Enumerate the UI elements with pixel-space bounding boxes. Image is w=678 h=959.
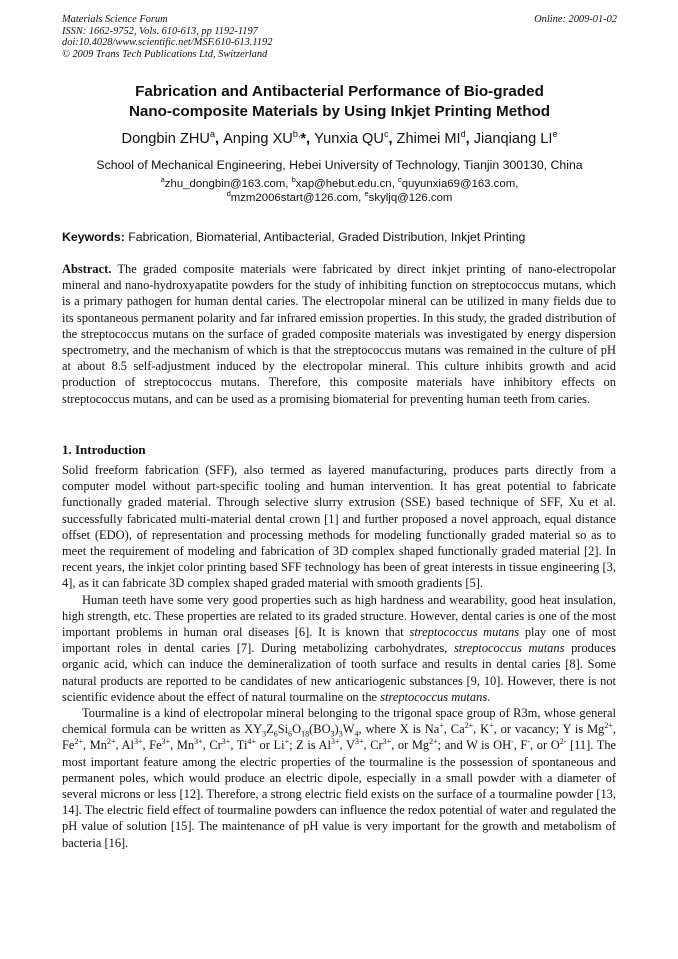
author-sup: a <box>209 129 215 140</box>
text-run: , Mn <box>170 738 195 753</box>
text-run: Tourmaline is a kind of electropolar mineral belonging to the trigonal space group of R3m, whose general chemical formula can be written as XY <box>62 706 616 737</box>
superscript: + <box>489 721 494 731</box>
doi-line: doi:10.4028/www.scientific.net/MSF.610-613.1192 <box>62 37 273 49</box>
superscript: - <box>527 737 531 747</box>
journal-header <box>62 14 617 60</box>
email-sup: e <box>364 189 369 199</box>
author-sup: b, <box>292 129 301 140</box>
keywords-text: Fabrication, Biomaterial, Antibacterial, Graded Distribution, Inkjet Printing <box>124 230 526 244</box>
species-name: streptococcus mutans <box>453 641 565 656</box>
paragraph-1: Solid freeform fabrication (SFF), also termed as layered manufacturing, produces parts directly from a computer model without part-specific tooling and human intervention. It has great potential to fabricate functionally graded material. Through selective slurry extrusion (SSE) based technique of SFF, Xu et al. successfully fabricated multi-material dental crown [1] and further proposed a novel approach, equal distance offset (EDO), of representation and processing methods for modeling functionally graded material so as to meet the requirement of modeling and fabrication of 3D complex shaped functionally graded material [2]. In recent years, the inkjet color printing based SFF technology has been of great interests in tissue engineering [3, 4], as it can fabricate 3D complex shaped graded material with smooth gradients [5]. <box>62 463 616 591</box>
subscript: 4 <box>354 729 359 739</box>
text-run: , Cr <box>363 738 383 753</box>
paragraph-3 <box>62 705 616 851</box>
section-heading: 1. Introduction <box>62 442 146 457</box>
text-run: , or Mg <box>391 738 430 753</box>
superscript: + <box>439 721 444 731</box>
affiliation: School of Mechanical Engineering, Hebei University of Technology, Tianjin 300130, China <box>96 158 583 172</box>
author-name: Yunxia QU <box>314 131 384 147</box>
abstract-text: The graded composite materials were fabricated by direct inkjet printing of nano-electropolar mineral and nano-hydroxyapatite powders for the study of inhibiting function on streptococcus mutans, which is a primary pathogen for human dental caries. The electropolar mineral can be utilized in many fields due to its spontaneous permanent polarity and far infrared emission properties. In this study, the graded distribution of the streptococcus mutans on the surface of graded composite materials was investigated by energy dispersion spectrometry, and the mechanism of which is that the streptococcus mutans was remained in the culture of pH at about 8.5 self-adjustment induced by the electropolar mineral. This culture inhibits growth and acid production of streptococcus mutans. Therefore, this composite materials have inhibitory effects on streptococcus mutans, and can be used as a promising biomaterial for preventing human teeth from caries. <box>62 262 616 406</box>
abstract <box>62 261 616 407</box>
text-run: , or O <box>530 738 560 753</box>
author-sep: , <box>465 131 474 147</box>
subscript: 6 <box>288 729 293 739</box>
text-run: ; and W is OH <box>437 738 512 753</box>
subscript: 3 <box>262 729 267 739</box>
title-line-1: Fabrication and Antibacterial Performance of Bio-graded <box>135 83 544 100</box>
superscript: 2+ <box>604 721 613 731</box>
text-run: , V <box>339 738 355 753</box>
author-sep: *, <box>300 131 315 147</box>
author-sep: , <box>388 131 397 147</box>
superscript: + <box>284 737 290 747</box>
species-name: streptococcus mutans <box>380 689 488 704</box>
text-run: , where X is Na <box>358 722 440 737</box>
superscript: 3+ <box>133 737 143 747</box>
email-sup: d <box>226 189 231 199</box>
text-run: , Cr <box>202 738 222 753</box>
superscript: - <box>511 737 514 747</box>
text-run: (BO <box>309 722 331 737</box>
email-address[interactable]: mzm2006start@126.com, <box>230 192 365 204</box>
text-run: O <box>292 722 302 737</box>
email-address[interactable]: skyljq@126.com <box>368 192 453 204</box>
text-run: , Fe <box>142 738 162 753</box>
superscript: 3+ <box>355 737 364 747</box>
text-run: , K <box>473 722 490 737</box>
author-list <box>62 130 617 148</box>
superscript: 3+ <box>221 737 231 747</box>
author-sep: , <box>214 131 224 147</box>
superscript: 2+ <box>106 737 116 747</box>
text-run: , Ti <box>230 738 248 753</box>
subscript: 18 <box>301 729 310 739</box>
author-name: Dongbin ZHU <box>121 131 210 147</box>
superscript: 4+ <box>247 737 256 747</box>
issn-line: ISSN: 1662-9752, Vols. 610-613, pp 1192-1197 <box>62 25 258 37</box>
author-sup: c <box>383 129 389 140</box>
author-sup: d <box>460 129 466 140</box>
text-run: Human teeth have some very good properties such as high hardness and wearability, good heat insulation, high strength, etc. These properties are related to its graded structure. However, dental caries is one of the most important problems in human oral diseases [6]. It is known that <box>62 592 616 640</box>
text-run: , F <box>513 738 528 753</box>
superscript: 2+ <box>74 737 83 747</box>
email-sup: b <box>291 175 296 185</box>
superscript: 2+ <box>429 737 438 747</box>
author-name: Zhimei MI <box>396 131 461 147</box>
subscript: 3 <box>338 729 343 739</box>
text-run: or Li <box>255 738 285 753</box>
email-sup: c <box>397 175 402 185</box>
superscript: 2- <box>559 737 567 747</box>
email-address[interactable]: xap@hebut.edu.cn, <box>295 178 398 190</box>
paragraph-2 <box>62 592 616 705</box>
email-sup: a <box>160 175 165 185</box>
introduction-body <box>62 462 616 851</box>
superscript: 3+ <box>161 737 171 747</box>
superscript: 2+ <box>464 721 474 731</box>
text-run: Si <box>277 722 289 737</box>
abstract-label: Abstract. <box>62 262 112 276</box>
journal-name: Materials Science Forum <box>62 14 168 25</box>
email-line-1 <box>62 177 617 191</box>
author-sup: e <box>552 129 558 140</box>
superscript: 3+ <box>382 737 392 747</box>
online-date: Online: 2009-01-02 <box>534 14 617 25</box>
text-run: ; Z is Al <box>289 738 331 753</box>
keywords <box>62 230 622 245</box>
email-line-2 <box>62 191 617 205</box>
subscript: 3 <box>330 729 335 739</box>
author-name: Jianqiang LI <box>473 131 553 147</box>
email-address[interactable]: zhu_dongbin@163.com, <box>164 178 292 190</box>
text-run: , Al <box>115 738 134 753</box>
copyright-line: © 2009 Trans Tech Publications Ltd, Switzerland <box>62 48 268 60</box>
text-run: W <box>342 722 355 737</box>
superscript: 3+ <box>194 737 203 747</box>
keywords-label: Keywords: <box>62 230 125 244</box>
title-line-2: Nano-composite Materials by Using Inkjet Printing Method <box>128 103 551 120</box>
email-list <box>62 177 617 205</box>
paper-title <box>62 82 617 122</box>
text-run: produces organic acid, which can induce the demineralization of tooth surface and results in dental caries [8]. Some natural products are reported to be candidates of new anticariogenic substances [9, 10]. However, there is not scientific evidence about the effect of natural tourmaline on the <box>62 641 616 704</box>
species-name: streptococcus mutans <box>409 625 520 640</box>
subscript: 6 <box>273 729 278 739</box>
author-name: Anping XU <box>223 131 293 147</box>
text-run: , Ca <box>443 722 465 737</box>
text-run: Z <box>266 722 274 737</box>
text-run: , Fe <box>62 722 617 753</box>
text-run: ) <box>334 722 339 737</box>
superscript: 3+ <box>331 737 340 747</box>
email-address[interactable]: quyunxia69@163.com, <box>401 178 519 190</box>
text-run: . <box>487 689 491 704</box>
text-run: , or vacancy; Y is Mg <box>493 722 605 737</box>
text-run: , Mn <box>82 738 107 753</box>
text-run: [11]. The most important feature among the electric properties of the tourmaline is the possession of spontaneous and permanent poles, which would produce an electric dipole, especially in a small powder with a diameter of several microns or less [12]. Therefore, a strong electric field exists on the surface of a tourmaline powder [13, 14]. The electric field effect of tourmaline powders can influence the redox potential of water and regulated the pH value of solution [15]. The maintenance of pH value is very important for the growth and metabolism of bacteria [16]. <box>62 738 617 850</box>
text-run: play one of most important roles in dental caries [7]. During metabolizing carbohydrates, <box>62 625 616 656</box>
